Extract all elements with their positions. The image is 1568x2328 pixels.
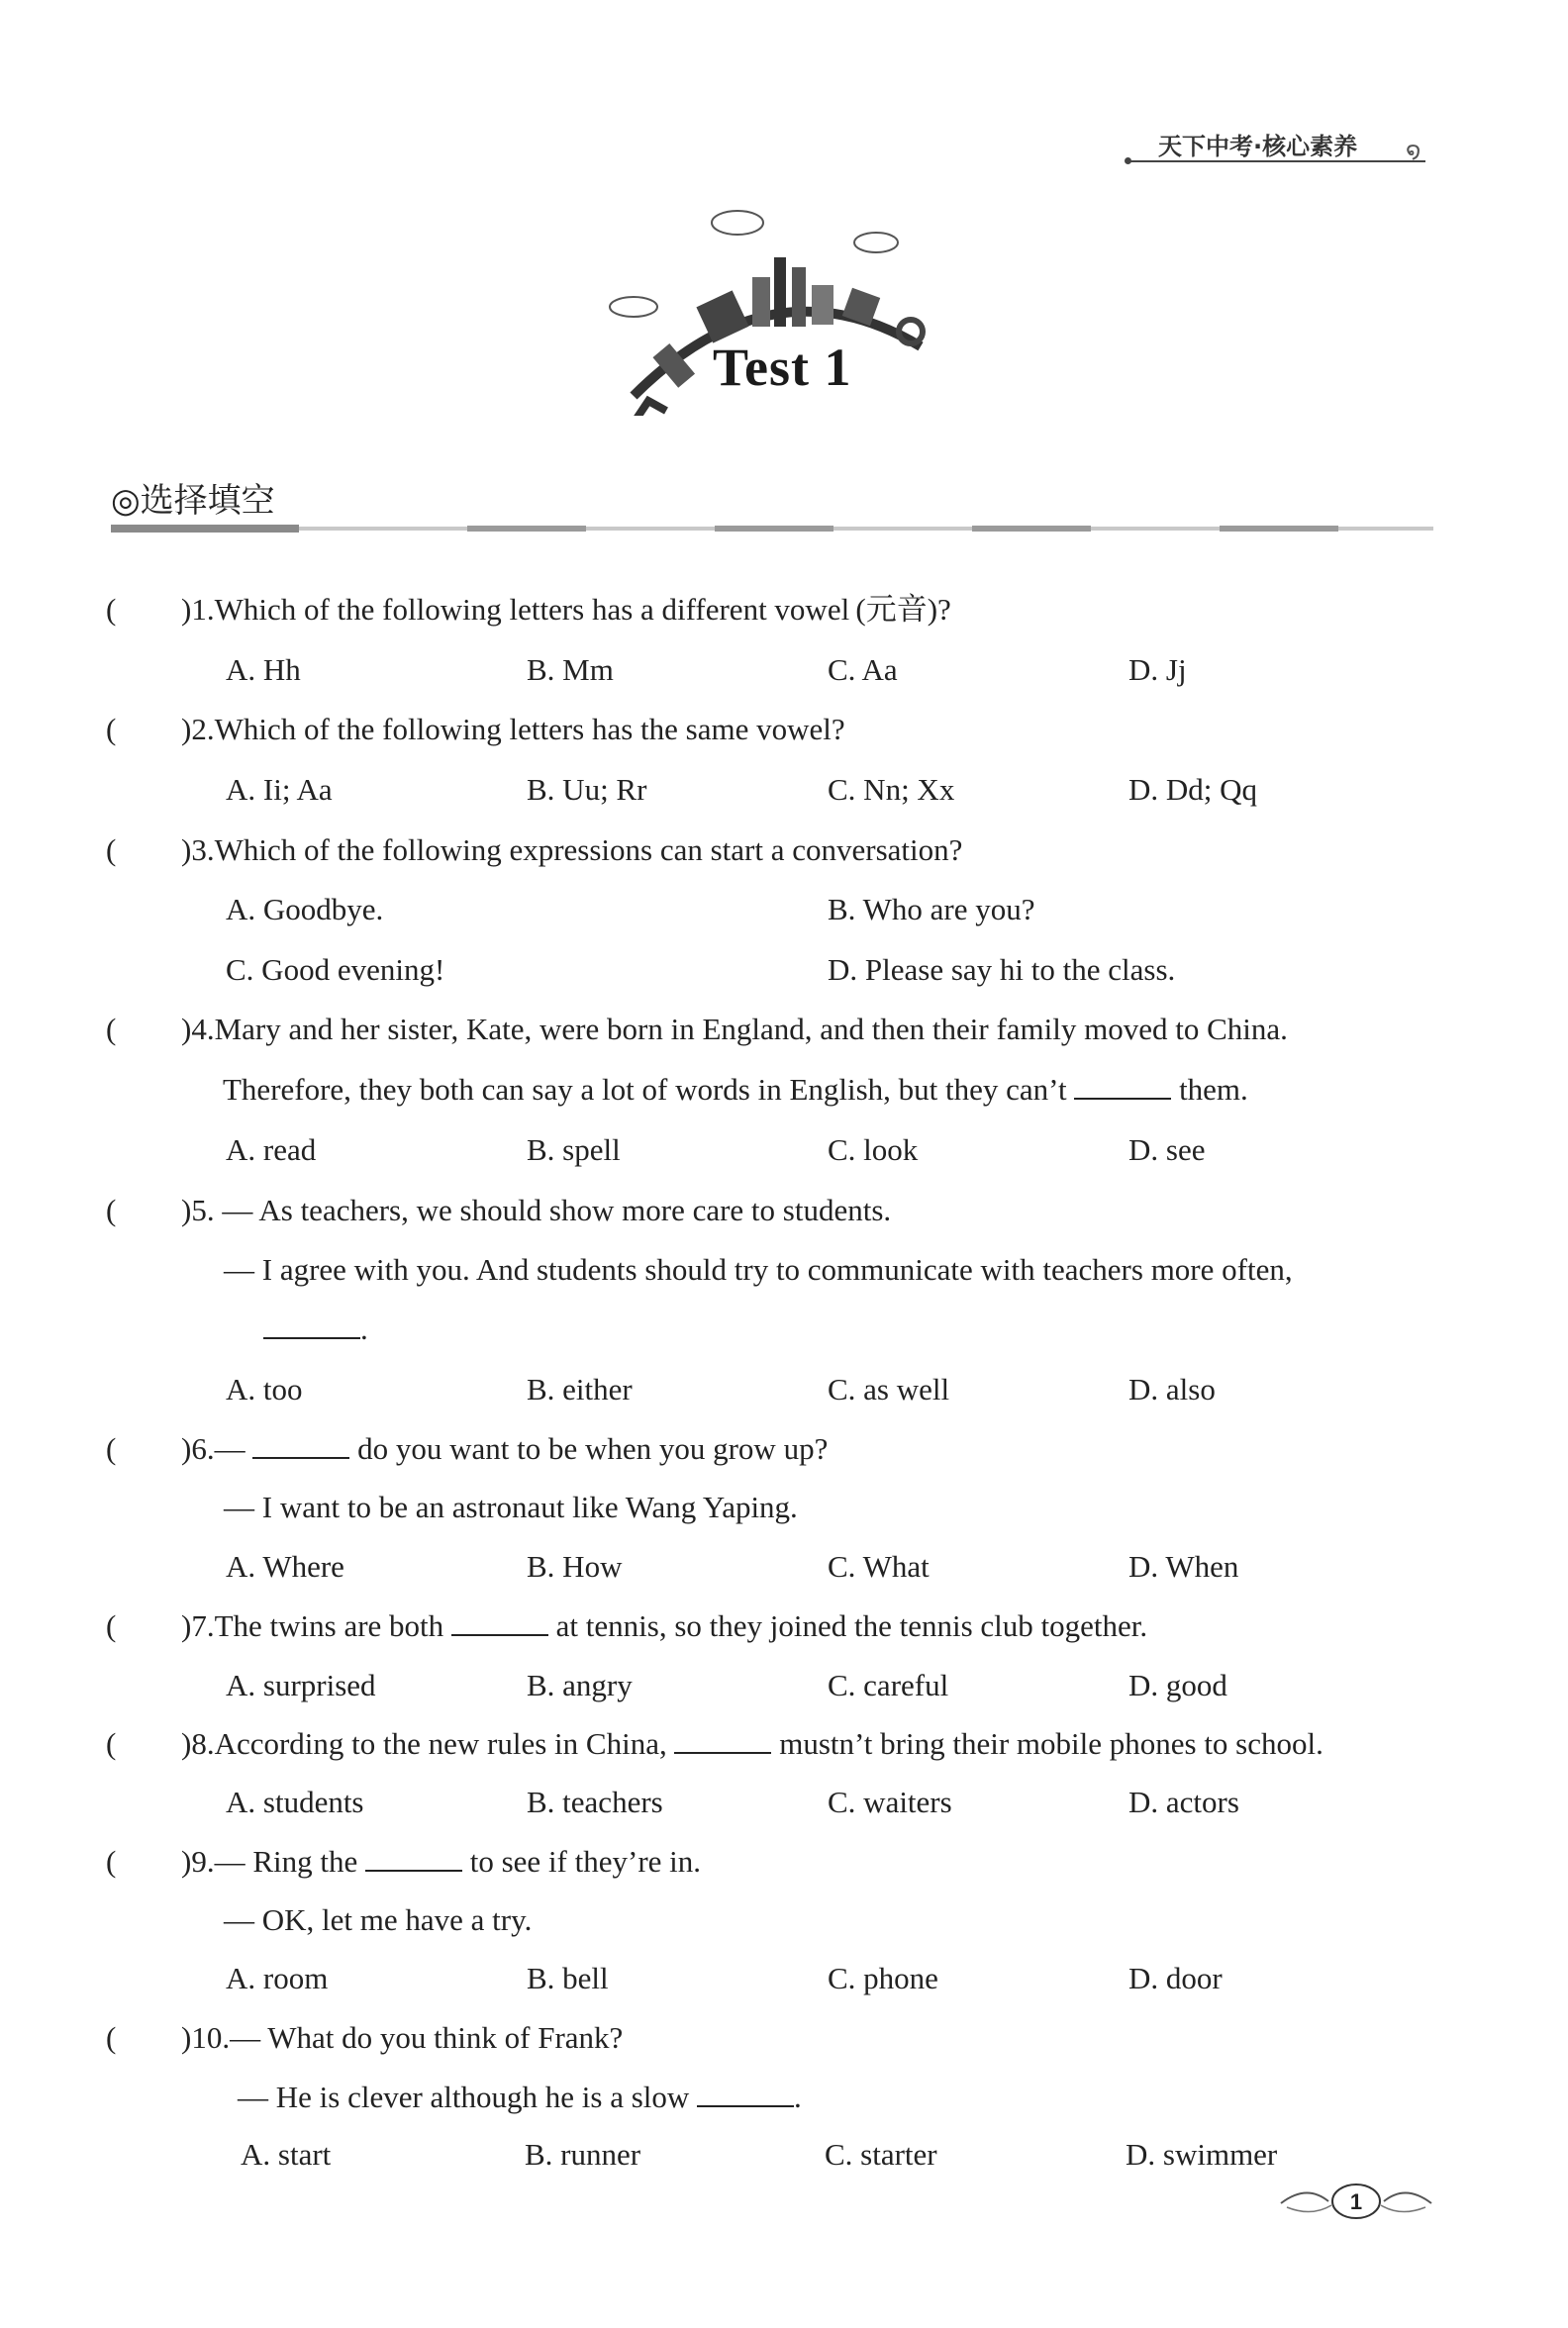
question-continuation: — I want to be an astronaut like Wang Yaping. bbox=[224, 1490, 798, 1524]
option: B. Uu; Rr bbox=[527, 772, 647, 807]
question-text: )1.Which of the following letters has a different vowel (元音)? bbox=[181, 592, 951, 627]
option: D. door bbox=[1128, 1961, 1223, 1995]
option: C. What bbox=[828, 1549, 930, 1584]
series-header: 天下中考·核心素养 bbox=[1158, 133, 1358, 160]
option: C. Good evening! bbox=[226, 952, 445, 987]
option: B. bell bbox=[527, 1961, 609, 1995]
answer-paren: ( bbox=[106, 832, 117, 867]
question-continuation: . bbox=[263, 1310, 368, 1349]
option: D. see bbox=[1128, 1132, 1206, 1167]
question-text: )10.— What do you think of Frank? bbox=[181, 2020, 624, 2055]
option: D. also bbox=[1128, 1372, 1216, 1406]
option: C. look bbox=[828, 1132, 919, 1167]
question-text: )6.— do you want to be when you grow up? bbox=[181, 1431, 829, 1466]
answer-blank bbox=[451, 1610, 548, 1636]
option: B. How bbox=[527, 1549, 623, 1584]
option: C. Aa bbox=[828, 652, 898, 687]
option: A. room bbox=[226, 1961, 329, 1995]
option: A. students bbox=[226, 1785, 364, 1819]
option: C. Nn; Xx bbox=[828, 772, 955, 807]
option: B. angry bbox=[527, 1668, 633, 1702]
header-rule bbox=[1128, 160, 1425, 162]
option: B. spell bbox=[527, 1132, 621, 1167]
answer-paren: ( bbox=[106, 712, 117, 746]
test-title: Test 1 bbox=[713, 338, 852, 397]
question-continuation: — I agree with you. And students should try to communicate with teachers more often, bbox=[224, 1252, 1293, 1287]
question-text: )3.Which of the following expressions can start a conversation? bbox=[181, 832, 963, 867]
question-text: )2.Which of the following letters has the same vowel? bbox=[181, 712, 845, 746]
option: D. Jj bbox=[1128, 652, 1187, 687]
option: A. surprised bbox=[226, 1668, 376, 1702]
question-text: )7.The twins are both at tennis, so they joined the tennis club together. bbox=[181, 1608, 1148, 1643]
option: A. Goodbye. bbox=[226, 892, 384, 926]
option: D. good bbox=[1128, 1668, 1227, 1702]
answer-paren: ( bbox=[106, 592, 117, 627]
answer-blank bbox=[365, 1846, 462, 1872]
option: D. swimmer bbox=[1126, 2137, 1278, 2172]
answer-blank bbox=[252, 1433, 349, 1459]
answer-paren: ( bbox=[106, 2020, 117, 2055]
option: C. careful bbox=[828, 1668, 949, 1702]
option: C. starter bbox=[825, 2137, 937, 2172]
answer-paren: ( bbox=[106, 1726, 117, 1761]
option: B. Who are you? bbox=[828, 892, 1035, 926]
question-text: )9.— Ring the to see if they’re in. bbox=[181, 1844, 702, 1879]
option: B. either bbox=[527, 1372, 633, 1406]
answer-paren: ( bbox=[106, 1431, 117, 1466]
option: C. phone bbox=[828, 1961, 938, 1995]
question-continuation: — He is clever although he is a slow . bbox=[238, 2080, 802, 2114]
option: C. as well bbox=[828, 1372, 950, 1406]
option: A. Where bbox=[226, 1549, 344, 1584]
page-number: 1 bbox=[1349, 2189, 1363, 2214]
option: B. Mm bbox=[527, 652, 614, 687]
option: D. When bbox=[1128, 1549, 1239, 1584]
answer-blank bbox=[674, 1728, 771, 1754]
page-number-ornament bbox=[1277, 2178, 1435, 2225]
swirl-icon: ໑ bbox=[1406, 137, 1421, 164]
option: B. teachers bbox=[527, 1785, 663, 1819]
answer-blank bbox=[1074, 1074, 1171, 1100]
section-divider bbox=[111, 525, 1433, 533]
option: D. actors bbox=[1128, 1785, 1239, 1819]
option: A. start bbox=[241, 2137, 332, 2172]
question-text: )5. — As teachers, we should show more care to students. bbox=[181, 1193, 892, 1227]
answer-paren: ( bbox=[106, 1844, 117, 1879]
answer-paren: ( bbox=[106, 1012, 117, 1046]
question-continuation: — OK, let me have a try. bbox=[224, 1902, 533, 1937]
answer-paren: ( bbox=[106, 1193, 117, 1227]
option: A. read bbox=[226, 1132, 317, 1167]
question-text: )8.According to the new rules in China, mustn’t bring their mobile phones to school. bbox=[181, 1726, 1323, 1761]
option: A. Hh bbox=[226, 652, 301, 687]
answer-paren: ( bbox=[106, 1608, 117, 1643]
option: B. runner bbox=[525, 2137, 641, 2172]
section-heading: ◎选择填空 bbox=[111, 481, 275, 521]
option: D. Dd; Qq bbox=[1128, 772, 1258, 807]
option: A. Ii; Aa bbox=[226, 772, 333, 807]
option: A. too bbox=[226, 1372, 303, 1406]
option: C. waiters bbox=[828, 1785, 952, 1819]
answer-blank bbox=[263, 1313, 360, 1339]
question-continuation: Therefore, they both can say a lot of words in English, but they can’t them. bbox=[223, 1072, 1248, 1107]
option: D. Please say hi to the class. bbox=[828, 952, 1176, 987]
answer-blank bbox=[697, 2082, 794, 2107]
question-text: )4.Mary and her sister, Kate, were born in England, and then their family moved to China. bbox=[181, 1012, 1288, 1046]
